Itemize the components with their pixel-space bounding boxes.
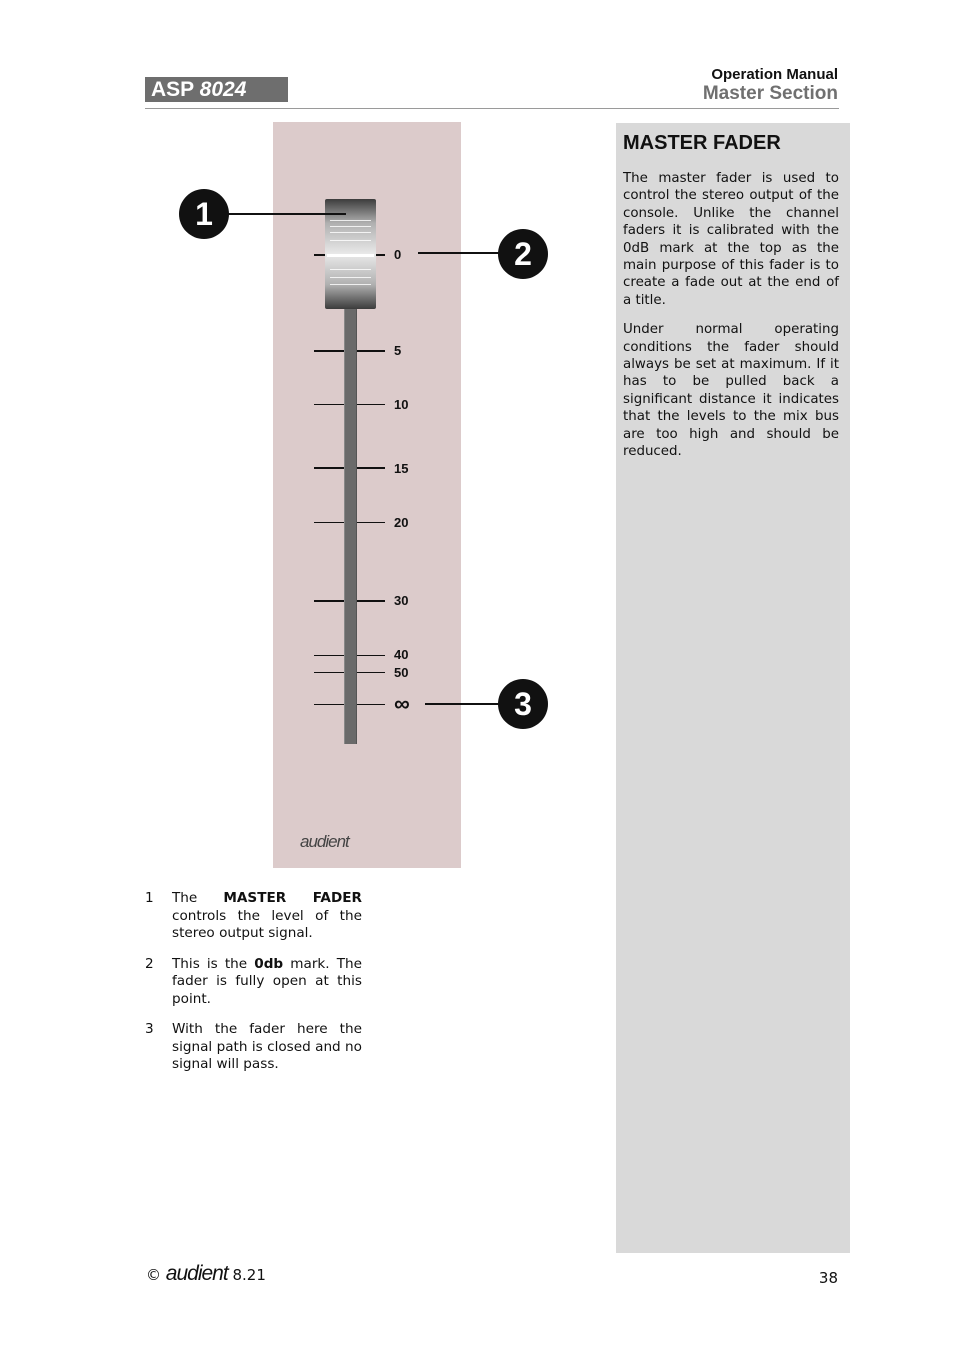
section-title: Master Section (702, 83, 838, 104)
callout-line-2 (418, 252, 500, 254)
callout-line-1 (226, 213, 346, 215)
panel-logo: audient (300, 832, 349, 851)
copyright-symbol: © (146, 1266, 161, 1284)
note-number: 3 (145, 1021, 154, 1037)
footer-copyright (146, 1262, 266, 1286)
scale-label-20: 20 (394, 515, 409, 530)
note-text: The (172, 890, 224, 906)
note-item (145, 1021, 362, 1074)
scale-label-0: 0 (394, 247, 402, 262)
scale-label-50: 50 (394, 665, 409, 680)
sidebar-heading: MASTER FADER (623, 132, 781, 154)
footer-logo: audient (165, 1262, 228, 1285)
page-number: 38 (818, 1269, 838, 1287)
scale-label-40: 40 (394, 647, 409, 662)
figure-notes (145, 890, 362, 1087)
scale-label-30: 30 (394, 593, 409, 608)
scale-label-10: 10 (394, 397, 409, 412)
fader-slot (344, 300, 357, 744)
header-divider (145, 108, 839, 109)
scale-label-5: 5 (394, 343, 402, 358)
fader-cap (325, 199, 376, 309)
scale-label-15: 15 (394, 461, 409, 476)
note-bold: 0db (254, 955, 284, 972)
brand-name: ASP (151, 78, 194, 101)
note-bold: MASTER FADER (223, 890, 362, 906)
brand-badge (145, 77, 288, 102)
footer-version: 8.21 (232, 1266, 266, 1284)
note-number: 2 (145, 955, 154, 972)
note-text: This is the (172, 955, 255, 972)
model-number: 8024 (199, 78, 247, 101)
note-text: With the fader here the signal path is closed and no signal will pass. (172, 1021, 362, 1072)
note-number: 1 (145, 890, 154, 906)
sidebar-paragraph: The master fader is used to control the stereo output of the console. Unlike the channel faders it is calibrated with the 0dB mark at the top as the main purpose of this fader is to create a fade out at the end of a title. (623, 171, 839, 308)
sidebar-paragraph: Under normal operating conditions the fader should always be set at maximum. If it has to be pulled back a significant distance it indicates that the levels to the mix bus are too high and should be reduced. (623, 322, 839, 460)
note-item (145, 890, 362, 943)
callout-1: 1 (179, 189, 229, 239)
callout-2: 2 (498, 229, 548, 279)
note-text: controls the level of the stereo output signal. (172, 907, 362, 941)
callout-line-3 (425, 703, 500, 705)
scale-label-infinity: ∞ (394, 691, 410, 716)
manual-title: Operation Manual (711, 66, 838, 83)
note-text: mark. The fader is fully open at this point. (172, 955, 362, 1007)
sidebar-body (623, 170, 839, 473)
callout-3: 3 (498, 679, 548, 729)
note-item (145, 956, 362, 1009)
